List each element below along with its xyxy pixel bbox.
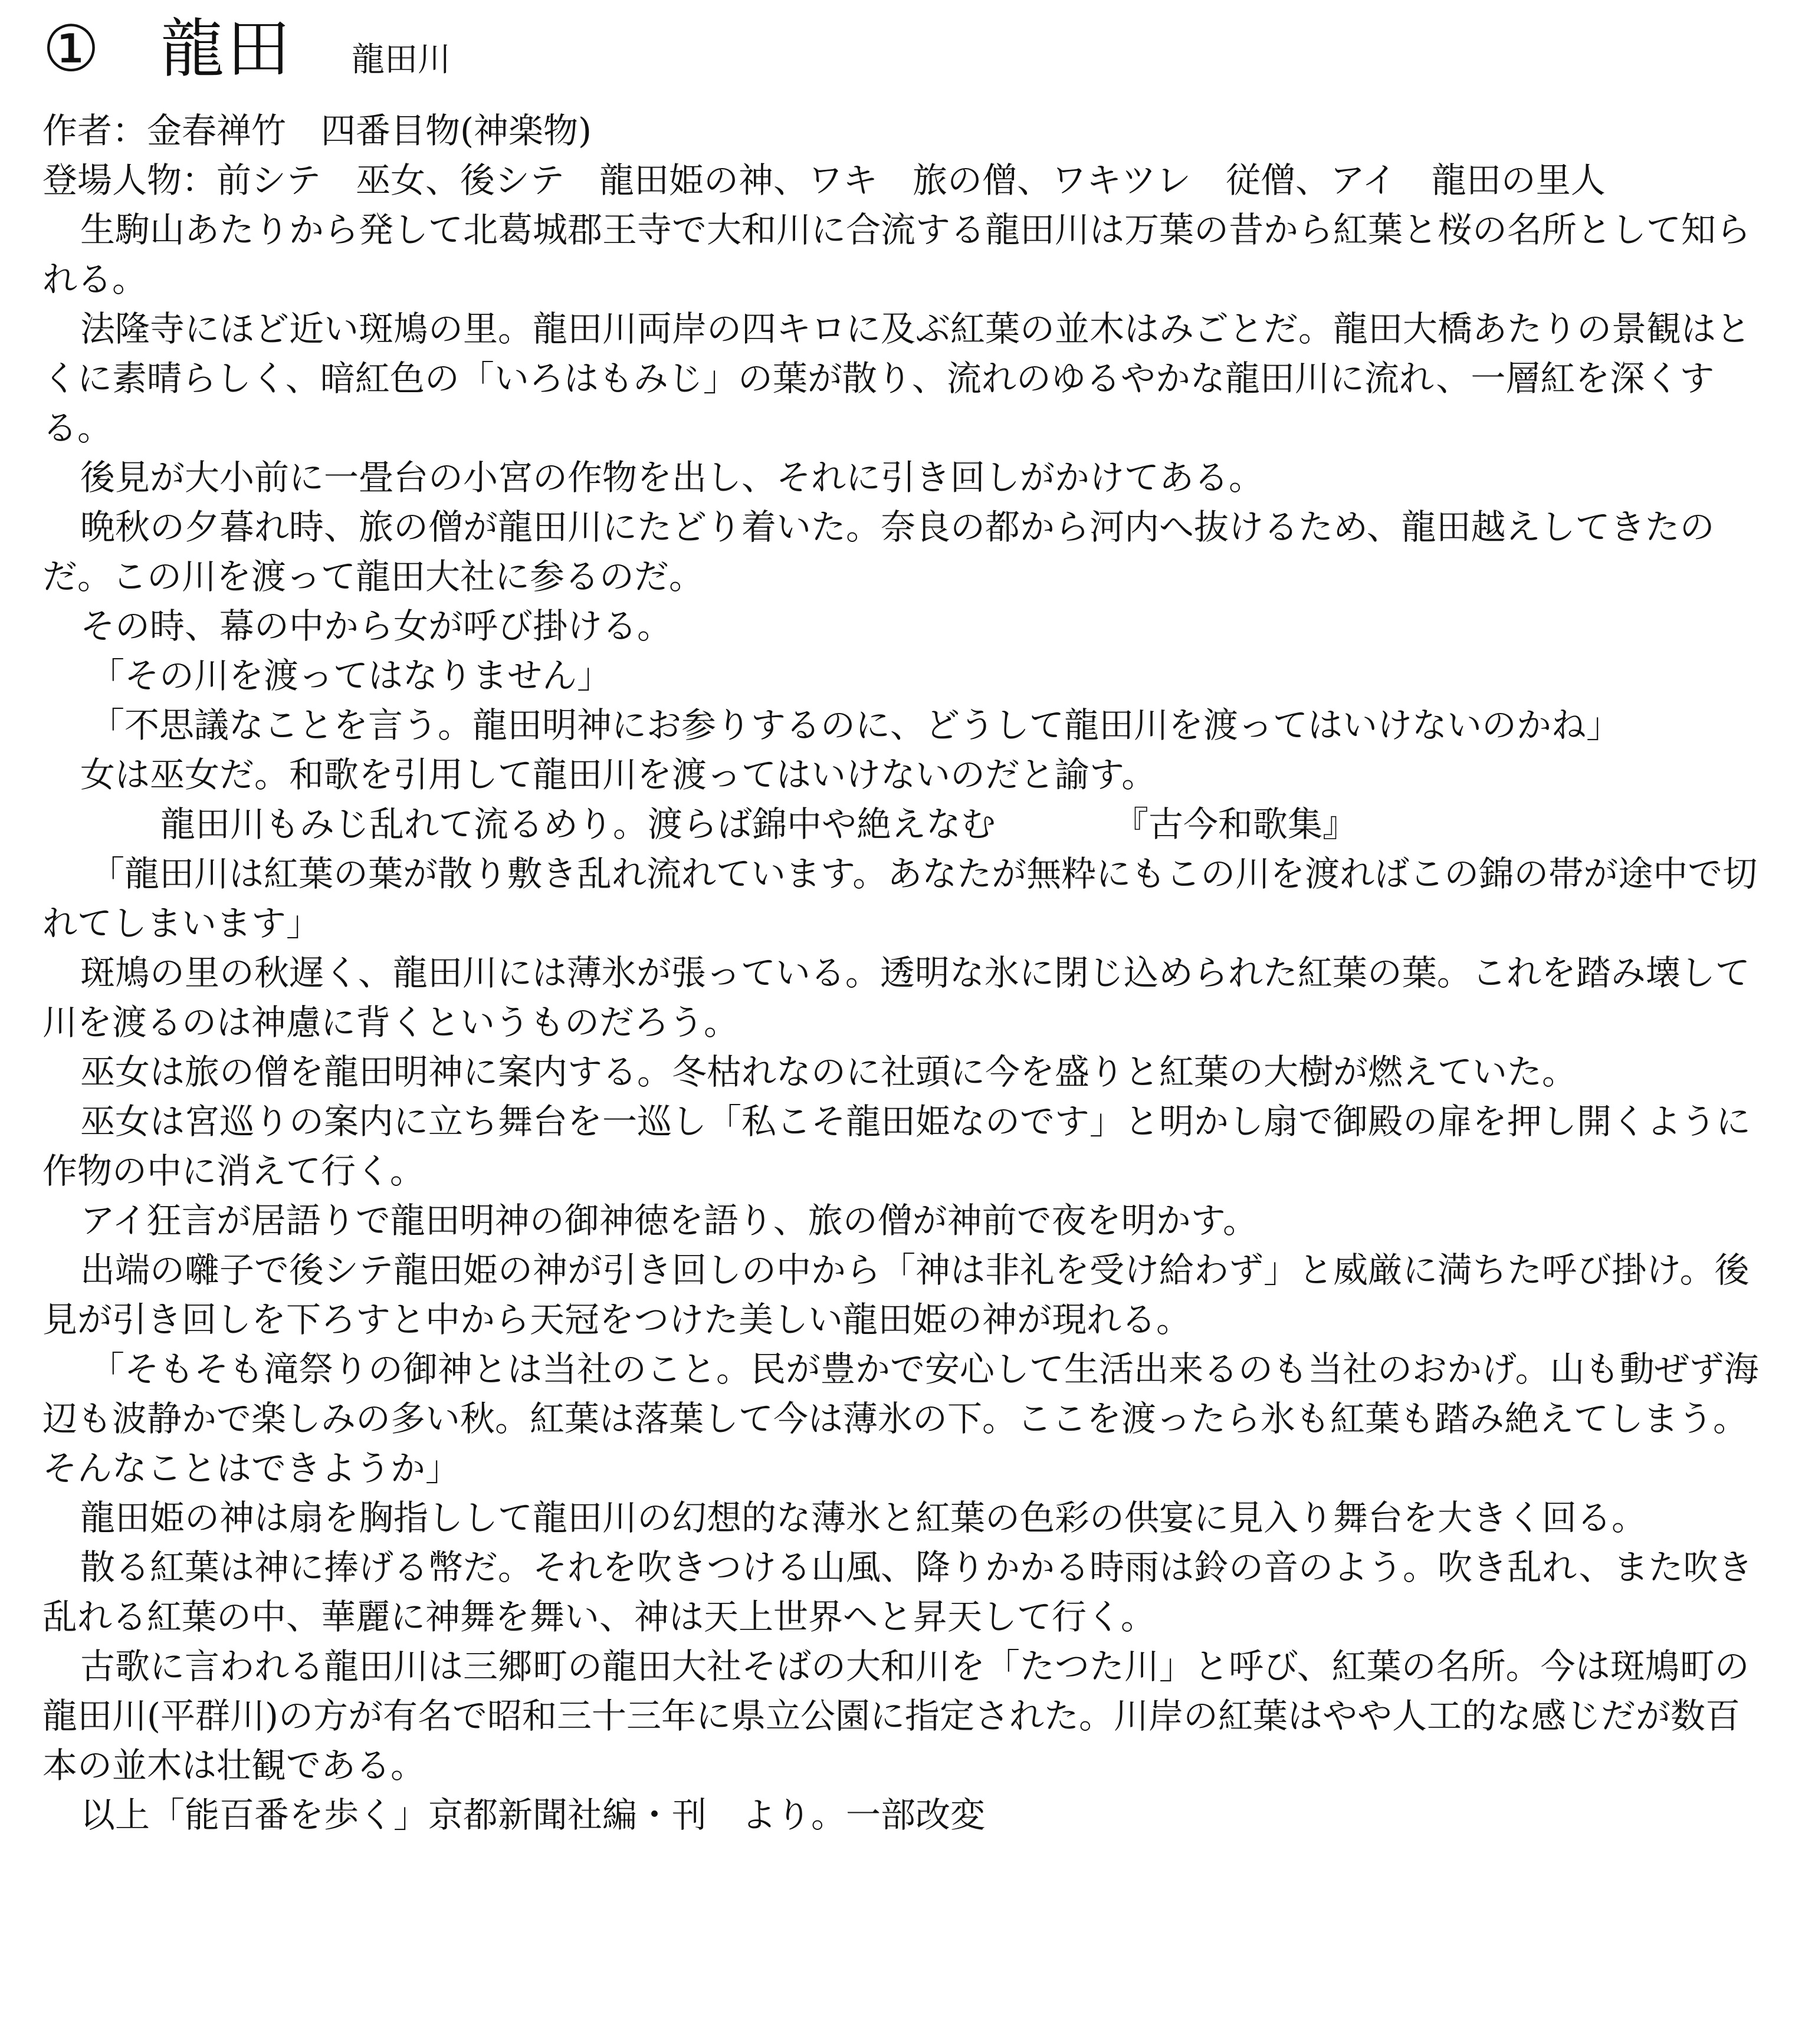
paragraph: 散る紅葉は神に捧げる幣だ。それを吹きつける山風、降りかかる時雨は鈴の音のよう。吹き乱れ、また吹き乱れる紅葉の中、華麗に神舞を舞い、神は天上世界へと昇天して行く。 xyxy=(42,1547,1753,1637)
page-subtitle: 龍田川 xyxy=(352,41,451,79)
paragraph: 生駒山あたりから発して北葛城郡王寺で大和川に合流する龍田川は万葉の昔から紅葉と桜の名所として知られる。 xyxy=(42,209,1751,300)
play-number: ① xyxy=(42,12,100,86)
document-page xyxy=(42,12,1765,1840)
dialogue-quote: 「不思議なことを言う。龍田明神にお参りするのに、どうして龍田川を渡ってはいけないのかね」 xyxy=(90,705,1622,745)
paragraph: 法隆寺にほど近い斑鳩の里。龍田川両岸の四キロに及ぶ紅葉の並木はみごとだ。龍田大橋あたりの景観はとくに素晴らしく、暗紅色の「いろはもみじ」の葉が散り、流れのゆるやかな龍田川に流れ、一層紅を深くする。 xyxy=(42,308,1751,448)
paragraph: 龍田姫の神は扇を胸指しして龍田川の幻想的な薄氷と紅葉の色彩の供宴に見入り舞台を大きく回る。 xyxy=(80,1497,1647,1538)
author-line: 作者：金春禅竹 四番目物(神楽物) xyxy=(42,110,592,151)
poem-text: 龍田川もみじ乱れて流るめり。渡らば錦中や絶えなむ xyxy=(160,804,996,844)
paragraph: 出端の囃子で後シテ龍田姫の神が引き回しの中から「神は非礼を受け給わず」と威厳に満ちた呼び掛け。後見が引き回しを下ろすと中から天冠をつけた美しい龍田姫の神が現れる。 xyxy=(42,1250,1750,1340)
paragraph: 女は巫女だ。和歌を引用して龍田川を渡ってはいけないのだと諭す。 xyxy=(80,754,1157,795)
poem xyxy=(42,800,1765,849)
body-text xyxy=(42,205,1765,1840)
source-note: 以上「能百番を歩く」京都新聞社編・刊 より。一部改変 xyxy=(80,1795,986,1835)
paragraph: 晩秋の夕暮れ時、旅の僧が龍田川にたどり着いた。奈良の都から河内へ抜けるため、龍田越えしてきたのだ。この川を渡って龍田大社に参るのだ。 xyxy=(42,507,1715,597)
paragraph: 斑鳩の里の秋遅く、龍田川には薄氷が張っている。透明な氷に閉じ込められた紅葉の葉。これを踏み壊して川を渡るのは神慮に背くというものだろう。 xyxy=(42,952,1750,1043)
dialogue-quote: 「その川を渡ってはなりません」 xyxy=(90,655,612,696)
title-row xyxy=(42,12,1765,106)
dialogue-quote: 「そもそも滝祭りの御神とは当社のこと。民が豊かで安心して生活出来るのも当社のおかげ。山も動ぜず海辺も波静かで楽しみの多い秋。紅葉は落葉して今は薄氷の下。ここを渡ったら氷も紅葉も踏み絶えてしまう。そんなことはできようか」 xyxy=(42,1349,1759,1488)
paragraph: 後見が大小前に一畳台の小宮の作物を出し、それに引き回しがかけてある。 xyxy=(80,457,1264,498)
poem-source: 『古今和歌集』 xyxy=(1114,804,1358,844)
paragraph: 巫女は宮巡りの案内に立ち舞台を一巡し「私こそ龍田姫なのです」と明かし扇で御殿の扉を押し開くように作物の中に消えて行く。 xyxy=(42,1101,1751,1191)
characters-line: 登場人物：前シテ 巫女、後シテ 龍田姫の神、ワキ 旅の僧、ワキツレ 従僧、アイ 龍田の里人 xyxy=(42,160,1606,201)
dialogue-quote: 「龍田川は紅葉の葉が散り敷き乱れ流れています。あなたが無粋にもこの川を渡ればこの錦の帯が途中で切れてしまいます」 xyxy=(42,853,1758,944)
paragraph: 古歌に言われる龍田川は三郷町の龍田大社そばの大和川を「たつた川」と呼び、紅葉の名所。今は斑鳩町の龍田川(平群川)の方が有名で昭和三十三年に県立公園に指定された。川岸の紅葉はやや人工的な感じだが数百本の並木は壮観である。 xyxy=(42,1646,1750,1786)
paragraph: その時、幕の中から女が呼び掛ける。 xyxy=(80,606,672,646)
paragraph: アイ狂言が居語りで龍田明神の御神徳を語り、旅の僧が神前で夜を明かす。 xyxy=(80,1200,1258,1241)
page-title: 龍田 xyxy=(160,12,293,86)
paragraph: 巫女は旅の僧を龍田明神に案内する。冬枯れなのに社頭に今を盛りと紅葉の大樹が燃えていた。 xyxy=(80,1051,1577,1092)
